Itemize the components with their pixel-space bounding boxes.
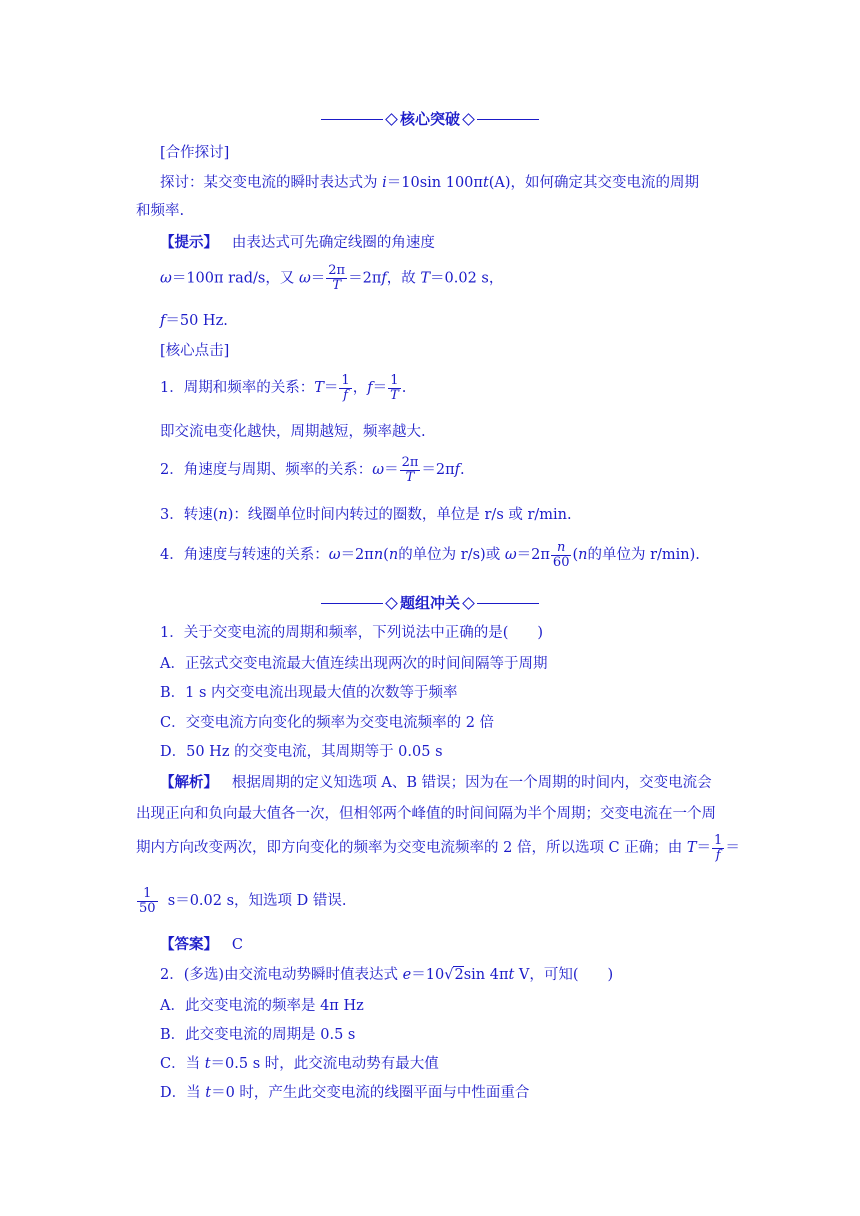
point-4 (160, 540, 700, 570)
denominator: T (405, 469, 415, 485)
denominator: 60 (552, 554, 570, 570)
point-1-line-2: 即交流电变化越快，周期越短，频率越大. (160, 424, 426, 440)
text: ( (572, 547, 579, 563)
var-n: n (388, 547, 399, 563)
discuss-line-2: 和频率. (136, 203, 185, 219)
answer-label: 【答案】 (160, 937, 218, 953)
text: 探讨：某交变电流的瞬时表达式为 (160, 175, 383, 191)
var-i: i (382, 175, 387, 191)
var-e: e (402, 967, 412, 983)
diamond-icon (385, 113, 398, 126)
text: ＝2π (340, 547, 374, 563)
tag-discuss: [合作探讨] (160, 145, 230, 161)
point-2 (160, 455, 465, 485)
text: 4．角速度与转速的关系： (160, 547, 329, 563)
text: 2．(多选)由交流电动势瞬时值表达式 (160, 967, 403, 983)
discuss-line-1 (160, 173, 699, 193)
numerator: 1 (714, 832, 723, 848)
text: 的单位为 r/s)或 (398, 547, 505, 563)
q1-option-b: B．1 s 内交变电流出现最大值的次数等于频率 (160, 685, 458, 701)
text: ＝2π (348, 270, 382, 287)
numerator: 1 (137, 887, 158, 902)
numerator: n (551, 541, 572, 556)
analysis-label: 【解析】 (160, 775, 218, 791)
var-f: f (381, 270, 387, 287)
section-title-practice (0, 592, 860, 613)
formula-f (160, 311, 228, 331)
denominator: f (715, 847, 721, 863)
denominator: T (332, 278, 342, 293)
q2-option-b: B．此交变电流的周期是 0.5 s (160, 1027, 356, 1043)
text: 2．角速度与周期、频率的关系： (160, 462, 373, 478)
text: s＝0.02 s，知选项 D 错误. (167, 893, 347, 909)
text: ＝ (310, 270, 326, 287)
var-omega: ω (504, 547, 517, 563)
text: (A)，如何确定其交变电流的周期 (488, 175, 700, 191)
var-n: n (373, 547, 384, 563)
text: ＝ (725, 840, 740, 856)
title-rule-left (321, 603, 383, 604)
text: . (401, 380, 407, 396)
question-1: 1．关于交变电流的周期和频率，下列说法中正确的是( ) (160, 625, 544, 641)
hint (160, 233, 435, 253)
text: ＝ (372, 380, 388, 396)
q2-option-c (160, 1054, 439, 1074)
text: ＝10sin 100π (386, 175, 483, 191)
text: ，故 (386, 270, 421, 287)
section-title-core (0, 108, 860, 129)
var-t: t (482, 175, 489, 191)
fraction (712, 834, 724, 863)
var-f: f (454, 462, 461, 478)
answer-value: C (231, 937, 243, 953)
var-n: n (218, 507, 228, 523)
numerator: 1 (388, 374, 401, 389)
text: ＝ (384, 462, 399, 478)
text: 期内方向改变两次，即方向变化的频率为交变电流频率的 2 倍，所以选项 C 正确；由 (136, 840, 687, 856)
diamond-icon (462, 597, 475, 610)
text: V，可知( ) (514, 967, 614, 983)
var-f: f (160, 313, 166, 329)
text: D．当 (160, 1085, 206, 1101)
point-3 (160, 505, 572, 525)
q1-option-c: C．交变电流方向变化的频率为交变电流频率的 2 倍 (160, 715, 495, 731)
sqrt-radicand: 2 (454, 967, 464, 983)
var-t: t (508, 967, 515, 983)
text: ＝0.5 s 时，此交流电动势有最大值 (210, 1056, 439, 1072)
formula-omega (160, 264, 503, 293)
title-rule-right (477, 603, 539, 604)
q2-option-d (160, 1083, 529, 1103)
fraction (388, 374, 401, 403)
text: ＝0 时，产生此交变电流的线圈平面与中性面重合 (211, 1085, 530, 1101)
var-f: f (367, 380, 373, 396)
diamond-icon (385, 597, 398, 610)
denominator: f (343, 387, 348, 403)
text: ＝2π (516, 547, 550, 563)
numerator: 1 (341, 372, 350, 388)
analysis-line-1 (160, 773, 712, 793)
fraction (339, 374, 351, 403)
var-omega: ω (372, 462, 385, 478)
analysis-line-4 (136, 886, 347, 916)
text: ， (352, 380, 368, 396)
analysis-line-2: 出现正向和负向最大值各一次，但相邻两个峰值的时间间隔为半个周期；交变电流在一个周 (136, 806, 716, 822)
title-rule-right (477, 119, 539, 120)
hint-label: 【提示】 (160, 235, 218, 251)
text: C．当 (160, 1056, 205, 1072)
var-T: T (314, 380, 324, 396)
text: 3．转速( (160, 507, 219, 523)
numerator: 2π (328, 263, 346, 278)
q2-option-a: A．此交变电流的频率是 4π Hz (160, 998, 364, 1014)
text: ＝0.02 s， (430, 270, 504, 287)
text: 的单位为 r/min). (587, 547, 700, 563)
text: ＝2π (421, 462, 455, 478)
tag-core: [核心点击] (160, 343, 230, 359)
fraction (326, 264, 347, 293)
text: 1．周期和频率的关系： (160, 380, 315, 396)
var-omega: ω (160, 270, 172, 287)
var-omega: ω (298, 270, 311, 287)
var-T: T (420, 270, 431, 287)
text: . (460, 462, 465, 478)
q1-option-a: A．正弦式交变电流最大值连续出现两次的时间间隔等于周期 (160, 656, 548, 672)
var-n: n (578, 547, 588, 563)
text: )：线圈单位时间内转过的圈数，单位是 r/s 或 r/min. (227, 507, 572, 523)
analysis-line-3 (136, 833, 740, 863)
fraction (137, 887, 158, 916)
fraction (400, 456, 421, 485)
hint-text: 由表达式可先确定线圈的角速度 (231, 235, 435, 251)
denominator: 50 (139, 900, 156, 916)
text: 根据周期的定义知选项 A、B 错误；因为在一个周期的时间内，交变电流会 (231, 775, 712, 791)
denominator: T (390, 387, 399, 403)
var-omega: ω (328, 547, 341, 563)
numerator: 2π (401, 454, 419, 470)
text: sin 4π (463, 967, 509, 983)
sqrt-sign: √ (444, 967, 454, 983)
section-title-text: 题组冲关 (399, 594, 460, 612)
var-t: t (204, 1056, 211, 1072)
var-t: t (205, 1085, 212, 1101)
text: ＝50 Hz. (165, 313, 228, 329)
var-T: T (686, 840, 697, 856)
text: ＝ (323, 380, 339, 396)
diamond-icon (462, 113, 475, 126)
text: ＝ (696, 840, 712, 856)
question-2 (160, 965, 613, 985)
title-rule-left (321, 119, 383, 120)
text: ( (383, 547, 389, 563)
text: ＝10 (411, 967, 445, 983)
text: ＝100π rad/s，又 (171, 270, 299, 287)
fraction (551, 541, 572, 570)
answer-line (160, 935, 243, 955)
q1-option-d: D．50 Hz 的交变电流，其周期等于 0.05 s (160, 744, 443, 760)
point-1 (160, 373, 406, 403)
section-title-text: 核心突破 (399, 110, 460, 128)
